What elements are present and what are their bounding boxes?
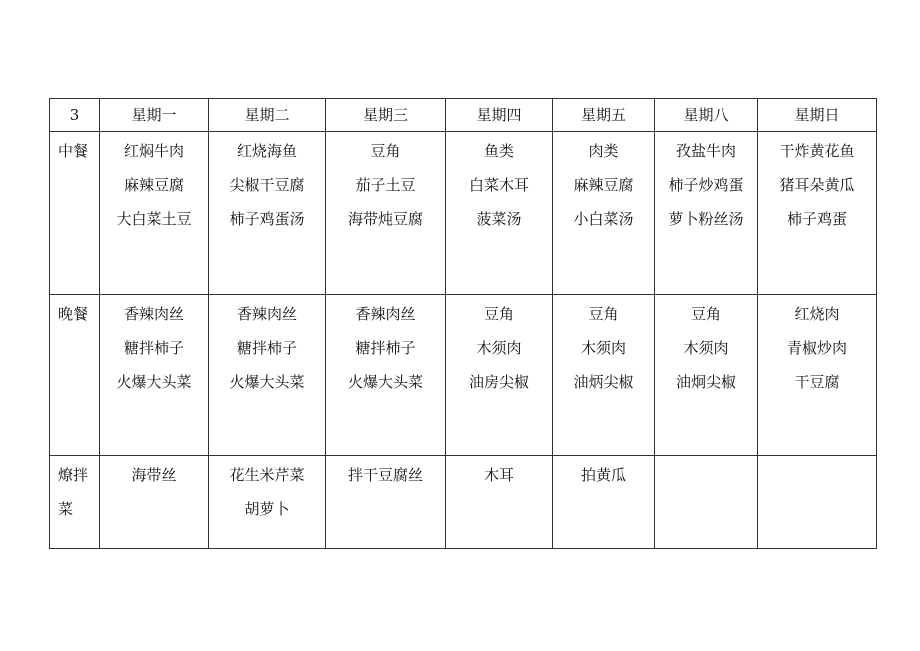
menu-cell	[758, 295, 877, 456]
menu-cell	[446, 456, 553, 549]
menu-cell	[553, 295, 655, 456]
dish: 红焖牛肉	[123, 142, 184, 160]
day-header-tue: 星期二	[209, 99, 326, 132]
day-header-fri: 星期五	[553, 99, 655, 132]
row-label-text: 燎拌	[58, 466, 89, 484]
menu-cell	[100, 456, 209, 549]
dish: 柿子鸡蛋	[786, 210, 847, 228]
menu-cell	[446, 132, 553, 295]
menu-cell-empty	[758, 456, 877, 549]
dish: 菠菜汤	[476, 210, 522, 228]
dish: 木须肉	[476, 339, 522, 357]
dish: 茄子土豆	[355, 176, 416, 194]
menu-cell	[758, 132, 877, 295]
dish: 木须肉	[580, 339, 626, 357]
dish: 海带丝	[131, 466, 177, 484]
dish: 豆角	[483, 305, 514, 323]
dish: 柿子炒鸡蛋	[668, 176, 744, 194]
day-header-sat: 星期八	[655, 99, 758, 132]
day-header-mon: 星期一	[100, 99, 209, 132]
dish: 红烧肉	[794, 305, 840, 323]
dish: 尖椒干豆腐	[229, 176, 305, 194]
dish: 鱼类	[483, 142, 514, 160]
dish: 麻辣豆腐	[123, 176, 184, 194]
dish: 海带炖豆腐	[347, 210, 423, 228]
dish: 糖拌柿子	[123, 339, 184, 357]
dish: 油房尖椒	[468, 373, 529, 391]
menu-cell	[209, 456, 326, 549]
dinner-row	[50, 295, 877, 456]
menu-cell	[326, 456, 446, 549]
dish: 香辣肉丝	[236, 305, 297, 323]
dish: 大白菜土豆	[116, 210, 192, 228]
menu-cell	[209, 295, 326, 456]
menu-cell	[100, 295, 209, 456]
dish: 青椒炒肉	[786, 339, 847, 357]
dish: 小白菜汤	[573, 210, 634, 228]
dish: 香辣肉丝	[123, 305, 184, 323]
lunch-row	[50, 132, 877, 295]
dish: 火爆大头菜	[347, 373, 423, 391]
cold-dish-row	[50, 456, 877, 549]
dish: 木须肉	[683, 339, 729, 357]
header-row	[50, 99, 877, 132]
dish: 拌干豆腐丝	[347, 466, 423, 484]
dish: 豆角	[690, 305, 721, 323]
dish: 肉类	[588, 142, 619, 160]
dish: 油炳尖椒	[573, 373, 634, 391]
dish: 白菜木耳	[468, 176, 529, 194]
dish: 火爆大头菜	[229, 373, 305, 391]
row-label-cold-dish	[50, 456, 100, 549]
menu-cell	[655, 132, 758, 295]
dish: 香辣肉丝	[355, 305, 416, 323]
dish: 萝卜粉丝汤	[668, 210, 744, 228]
row-label-lunch	[50, 132, 100, 295]
corner-cell: 3	[50, 99, 100, 132]
dish: 拍黄瓜	[580, 466, 626, 484]
menu-cell	[446, 295, 553, 456]
dish: 豆角	[588, 305, 619, 323]
dish: 火爆大头菜	[116, 373, 192, 391]
dish: 豆角	[370, 142, 401, 160]
day-header-wed: 星期三	[326, 99, 446, 132]
menu-cell	[655, 295, 758, 456]
day-header-sun: 星期日	[758, 99, 877, 132]
dish: 木耳	[483, 466, 514, 484]
dish: 孜盐牛肉	[675, 142, 736, 160]
dish: 糖拌柿子	[236, 339, 297, 357]
menu-cell	[553, 132, 655, 295]
row-label-text: 晚餐	[58, 305, 89, 323]
dish: 麻辣豆腐	[573, 176, 634, 194]
row-label-text: 菜	[58, 500, 74, 518]
row-label-dinner	[50, 295, 100, 456]
menu-cell	[326, 295, 446, 456]
menu-cell-empty	[655, 456, 758, 549]
menu-cell	[553, 456, 655, 549]
dish: 油炯尖椒	[675, 373, 736, 391]
dish: 干炸黄花鱼	[779, 142, 855, 160]
day-header-thu: 星期四	[446, 99, 553, 132]
row-label-text: 中餐	[58, 142, 89, 160]
dish: 胡萝卜	[244, 500, 290, 518]
dish: 红烧海鱼	[236, 142, 297, 160]
dish: 糖拌柿子	[355, 339, 416, 357]
dish: 柿子鸡蛋汤	[229, 210, 305, 228]
dish: 花生米芹菜	[229, 466, 305, 484]
menu-cell	[209, 132, 326, 295]
weekly-menu-table	[49, 98, 877, 549]
menu-cell	[100, 132, 209, 295]
dish: 猪耳朵黄瓜	[779, 176, 855, 194]
dish: 干豆腐	[794, 373, 840, 391]
menu-cell	[326, 132, 446, 295]
